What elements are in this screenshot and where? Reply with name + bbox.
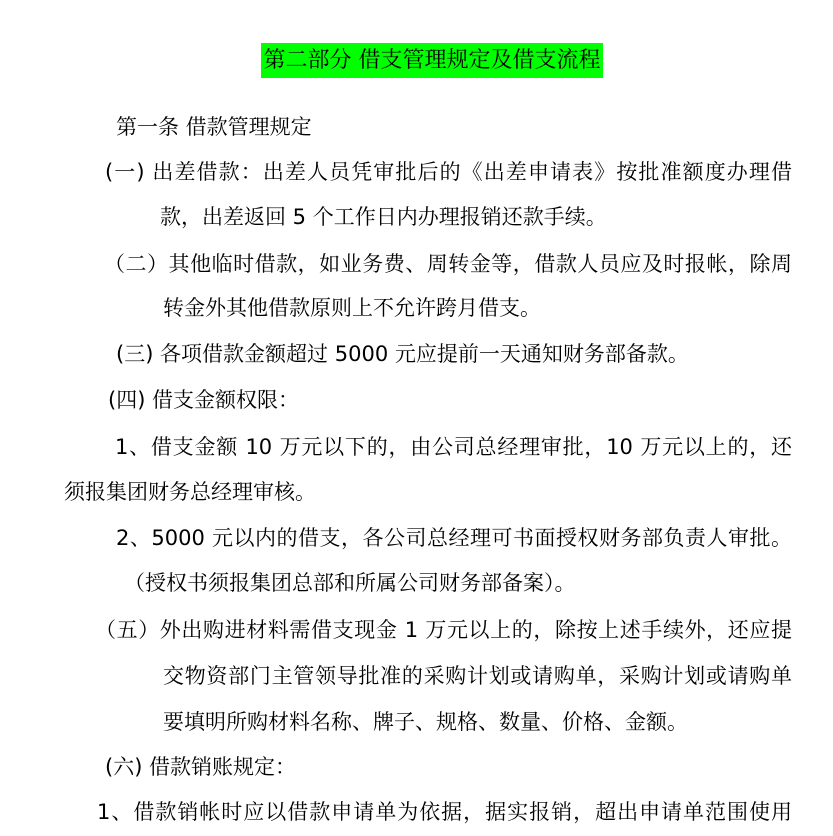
paragraph-line: 转金外其他借款原则上不允许跨月借支。 bbox=[163, 296, 541, 320]
paragraph-line: 交物资部门主管领导批准的采购计划或请购单，采购计划或请购单 bbox=[163, 664, 792, 688]
paragraph-line: 款，出差返回 5 个工作日内办理报销还款手续。 bbox=[160, 205, 607, 229]
paragraph-line: 2、5000 元以内的借支，各公司总经理可书面授权财务部负责人审批。 bbox=[116, 526, 792, 550]
paragraph-line: (一) 出差借款：出差人员凭审批后的《出差申请表》按批准额度办理借 bbox=[105, 160, 792, 184]
paragraph-line: (四) 借支金额权限： bbox=[108, 388, 300, 412]
paragraph-line: 须报集团财务总经理审核。 bbox=[64, 480, 316, 504]
paragraph-line: (三) 各项借款金额超过 5000 元应提前一天通知财务部备款。 bbox=[116, 342, 689, 366]
paragraph-line: (六) 借款销账规定： bbox=[105, 755, 297, 779]
section-title: 第二部分 借支管理规定及借支流程 bbox=[261, 43, 603, 78]
paragraph-line: （五）外出购进材料需借支现金 1 万元以上的，除按上述手续外，还应提 bbox=[95, 618, 792, 642]
paragraph-line: 1、借支金额 10 万元以下的，由公司总经理审批，10 万元以上的，还 bbox=[115, 435, 792, 459]
paragraph-line: （二）其他临时借款，如业务费、周转金等，借款人员应及时报帐，除周 bbox=[104, 252, 792, 276]
article-heading: 第一条 借款管理规定 bbox=[116, 115, 312, 139]
paragraph-line: 1、借款销帐时应以借款申请单为依据，据实报销，超出申请单范围使用 bbox=[97, 800, 792, 824]
paragraph-line: （授权书须报集团总部和所属公司财务部备案）。 bbox=[124, 571, 576, 595]
paragraph-line: 要填明所购材料名称、牌子、规格、数量、价格、金额。 bbox=[163, 710, 688, 734]
